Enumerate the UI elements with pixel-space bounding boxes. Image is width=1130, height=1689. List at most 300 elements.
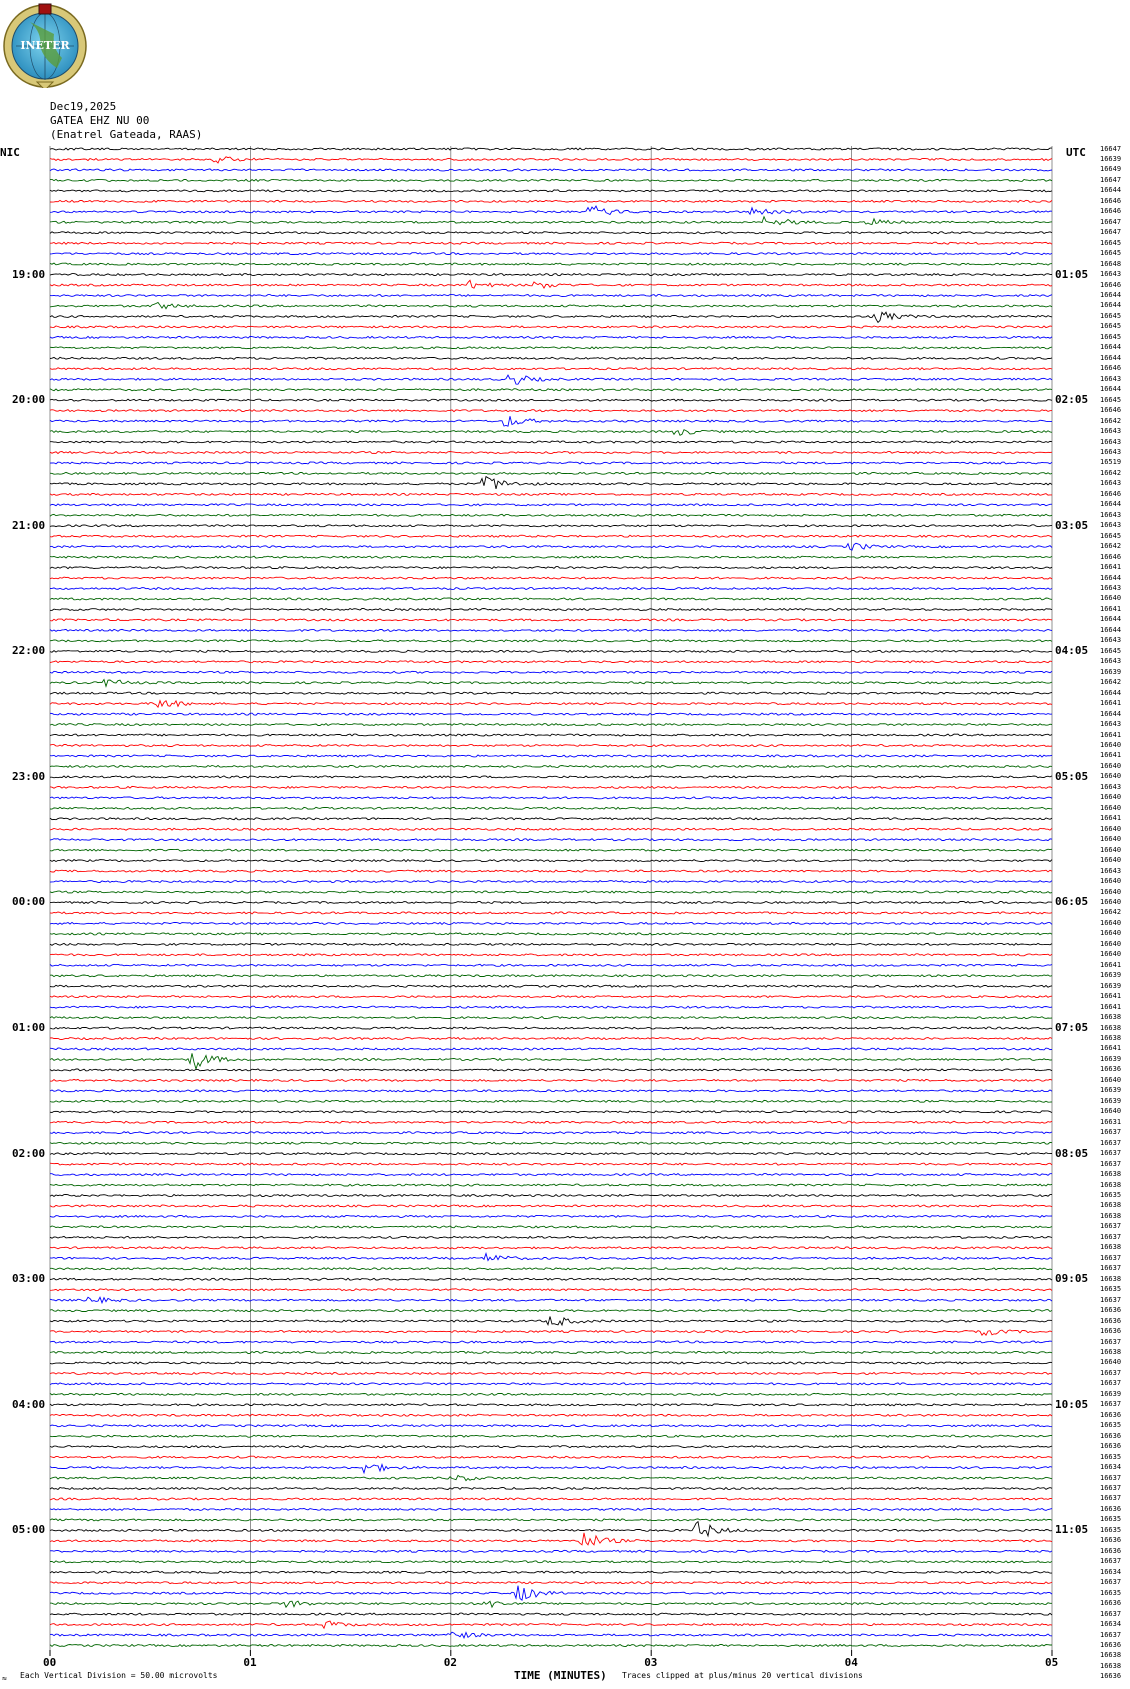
trace-value-label: 16646 [1100,280,1122,289]
seismic-trace [50,881,1052,883]
trace-value-label: 16638 [1100,1661,1122,1670]
trace-value-label: 16643 [1100,479,1122,488]
trace-value-label: 16636 [1100,1327,1122,1336]
seismic-trace [50,295,1052,297]
trace-value-label: 16645 [1100,322,1122,331]
seismic-trace [50,1017,1052,1019]
seismic-trace [50,1330,1052,1335]
seismic-trace [50,1383,1052,1385]
trace-value-label: 16643 [1100,437,1122,446]
seismic-trace [50,828,1052,830]
trace-value-label: 16641 [1100,604,1122,613]
seismic-trace [50,1006,1052,1008]
seismic-trace [50,818,1052,820]
trace-value-label: 16640 [1100,897,1122,906]
trace-value-label: 16636 [1100,1442,1122,1451]
seismic-trace [50,1404,1052,1406]
trace-value-label: 16638 [1100,1170,1122,1179]
seismic-trace [50,389,1052,391]
left-time-label: 22:00 [12,644,46,658]
trace-value-label: 16638 [1100,1651,1122,1660]
right-time-label: 11:05 [1055,1523,1089,1537]
trace-value-label: 16644 [1100,625,1122,634]
right-time-label: 04:05 [1055,644,1089,658]
trace-value-label: 16635 [1100,1452,1122,1461]
left-time-label: 20:00 [12,393,46,407]
trace-value-label: 16641 [1100,814,1122,823]
seismic-trace [50,525,1052,527]
seismic-trace [50,1278,1052,1280]
trace-value-label: 16638 [1100,1180,1122,1189]
trace-value-label: 16640 [1100,929,1122,938]
trace-value-label: 16637 [1100,1128,1122,1137]
seismic-trace [50,849,1052,851]
trace-value-label: 16635 [1100,1515,1122,1524]
trace-value-label: 16644 [1100,343,1122,352]
trace-value-label: 16647 [1100,175,1122,184]
trace-value-label: 16644 [1100,573,1122,582]
seismic-trace [50,416,1052,426]
seismic-trace [50,671,1052,673]
trace-value-label: 16639 [1100,1054,1122,1063]
trace-value-label: 16634 [1100,1567,1122,1576]
trace-value-label: 16636 [1100,1316,1122,1325]
seismic-trace [50,1498,1052,1500]
trace-value-label: 16636 [1100,1504,1122,1513]
trace-value-label: 16643 [1100,720,1122,729]
right-time-label: 05:05 [1055,769,1089,783]
seismic-trace [50,535,1052,537]
seismic-trace [50,964,1052,966]
seismic-trace [50,1254,1052,1261]
trace-value-label: 16643 [1100,866,1122,875]
seismic-trace [50,860,1052,862]
seismic-trace [50,472,1052,474]
seismic-trace [50,776,1052,778]
trace-value-label: 16645 [1100,238,1122,247]
trace-value-label: 16639 [1100,667,1122,676]
seismic-trace [50,1205,1052,1207]
trace-value-label: 16638 [1100,1201,1122,1210]
x-tick-label: 03 [644,1656,658,1669]
trace-value-label: 16643 [1100,521,1122,530]
left-timezone-label: NIC [0,146,20,159]
seismic-trace [50,713,1052,715]
seismic-trace [50,1393,1052,1395]
seismic-trace [50,1561,1052,1563]
seismic-trace [50,493,1052,495]
seismic-trace [50,839,1052,841]
seismic-trace [50,263,1052,265]
trace-value-label: 16634 [1100,1620,1122,1629]
left-time-label: 21:00 [12,518,46,532]
left-time-label: 04:00 [12,1397,46,1411]
x-tick-label: 01 [243,1656,257,1669]
trace-value-label: 16641 [1100,699,1122,708]
trace-value-label: 16647 [1100,217,1122,226]
seismic-trace [50,357,1052,359]
seismic-trace [50,1268,1052,1270]
trace-value-label: 16645 [1100,249,1122,258]
seismic-trace [50,1352,1052,1354]
trace-value-label: 16635 [1100,1525,1122,1534]
seismic-trace [50,1488,1052,1490]
trace-value-label: 16643 [1100,374,1122,383]
trace-value-label: 16641 [1100,563,1122,572]
trace-value-label: 16635 [1100,1285,1122,1294]
seismic-trace [50,368,1052,370]
x-tick-label: 02 [443,1656,458,1669]
seismic-trace [50,1132,1052,1134]
trace-value-label: 16644 [1100,688,1122,697]
trace-value-label: 16636 [1100,1546,1122,1555]
trace-value-label: 16639 [1100,154,1122,163]
seismic-trace [50,1247,1052,1249]
trace-value-label: 16637 [1100,1609,1122,1618]
trace-value-label: 16647 [1100,228,1122,237]
seismic-trace [50,619,1052,621]
trace-value-label: 16640 [1100,845,1122,854]
seismic-trace [50,807,1052,809]
trace-value-label: 16640 [1100,824,1122,833]
trace-value-label: 16641 [1100,751,1122,760]
seismic-trace [50,902,1052,904]
seismic-trace [50,1509,1052,1511]
trace-value-label: 16640 [1100,835,1122,844]
trace-value-label: 16637 [1100,1232,1122,1241]
trace-value-label: 16638 [1100,1034,1122,1043]
seismic-trace [50,661,1052,663]
seismic-trace [50,1586,1052,1601]
trace-value-label: 16648 [1100,259,1122,268]
seismic-trace [50,1174,1052,1176]
seismic-trace [50,1645,1052,1647]
seismic-trace [50,1533,1052,1545]
seismic-trace [50,206,1052,214]
seismic-trace [50,1079,1052,1081]
seismic-trace [50,797,1052,799]
trace-value-label: 16637 [1100,1557,1122,1566]
seismic-trace [50,347,1052,349]
seismic-trace [50,985,1052,987]
trace-value-label: 16645 [1100,395,1122,404]
trace-value-label: 16637 [1100,1295,1122,1304]
trace-value-label: 16640 [1100,939,1122,948]
trace-value-label: 16636 [1100,1306,1122,1315]
left-time-label: 05:00 [12,1523,46,1537]
seismic-trace [50,410,1052,412]
trace-value-label: 16642 [1100,908,1122,917]
scale-note: Each Vertical Division = 50.00 microvolts [20,1671,218,1680]
seismic-trace [50,975,1052,977]
seismic-trace [50,1582,1052,1584]
x-axis-ticks [50,1650,1052,1656]
seismic-trace [50,629,1052,631]
trace-value-label: 16640 [1100,793,1122,802]
seismic-trace [50,1100,1052,1102]
seismic-trace [50,870,1052,872]
seismic-trace [50,190,1052,192]
seismic-trace [50,943,1052,945]
seismic-trace [50,1414,1052,1416]
trace-value-label: 16636 [1100,1410,1122,1419]
x-tick-label: 05 [1045,1656,1059,1669]
seismic-trace [50,1475,1052,1480]
trace-value-label: 16637 [1100,1484,1122,1493]
date-label: Dec19,2025 [50,100,117,113]
trace-value-label: 16645 [1100,311,1122,320]
seismic-trace [50,514,1052,516]
seismic-trace [50,157,1052,163]
seismic-trace [50,724,1052,726]
seismic-trace [50,200,1052,202]
seismic-trace [50,1195,1052,1197]
seismic-trace [50,1048,1052,1050]
seismic-trace [50,598,1052,600]
seismic-trace [50,1550,1052,1552]
trace-value-label: 16636 [1100,1431,1122,1440]
seismic-trace [50,1632,1052,1638]
trace-value-label: 16644 [1100,291,1122,299]
seismic-trace [50,954,1052,956]
trace-value-label: 16645 [1100,646,1122,655]
seismic-trace [50,1571,1052,1573]
trace-value-label: 16638 [1100,1023,1122,1032]
trace-value-label: 16637 [1100,1337,1122,1346]
seismic-trace [50,567,1052,569]
seismic-trace [50,452,1052,454]
trace-value-label: 16637 [1100,1368,1122,1377]
seismic-trace [50,179,1052,181]
seismic-trace [50,441,1052,443]
trace-value-label: 16649 [1100,165,1122,174]
seismic-trace [50,1310,1052,1312]
trace-value-label: 16638 [1100,1274,1122,1283]
seismic-trace [50,312,1052,322]
trace-value-label: 16640 [1100,1107,1122,1116]
seismic-trace [50,1519,1052,1521]
seismic-trace [50,1446,1052,1448]
seismic-trace [50,755,1052,757]
minute-gridlines [50,146,1052,1650]
seismic-trace [50,1601,1052,1607]
trace-value-label: 16636 [1100,1536,1122,1545]
trace-value-label: 16636 [1100,1672,1122,1681]
x-axis-label: TIME (MINUTES) [514,1669,607,1682]
seismic-trace [50,1613,1052,1615]
trace-value-label: 16642 [1100,678,1122,687]
trace-value-label: 16637 [1100,1578,1122,1587]
seismic-trace [50,933,1052,935]
trace-value-label: 16645 [1100,531,1122,540]
right-time-label: 01:05 [1055,267,1089,281]
trace-value-label: 16634 [1100,1463,1122,1472]
seismic-trace [50,1142,1052,1144]
trace-value-label: 16642 [1100,416,1122,425]
trace-value-label: 16640 [1100,594,1122,603]
seismic-trace [50,336,1052,338]
seismic-trace [50,232,1052,234]
seismic-trace [50,1372,1052,1374]
seismic-trace [50,217,1052,225]
right-time-label: 03:05 [1055,518,1089,532]
logo [2,2,88,88]
trace-value-label: 16639 [1100,1086,1122,1095]
left-time-label: 01:00 [12,1021,46,1035]
trace-value-label: 16640 [1100,1358,1122,1367]
seismic-trace [50,745,1052,747]
seismic-trace [50,1226,1052,1228]
trace-value-label: 16643 [1100,270,1122,279]
left-time-label: 02:00 [12,1146,46,1160]
seismic-trace [50,891,1052,893]
seismic-trace [50,1236,1052,1238]
trace-value-label: 16644 [1100,500,1122,509]
trace-value-label: 16643 [1100,510,1122,519]
trace-value-label: 16643 [1100,584,1122,593]
seismic-trace [50,912,1052,914]
seismic-trace [50,1317,1052,1326]
seismic-trace [50,326,1052,328]
left-time-label: 00:00 [12,895,46,909]
trace-value-label: 16636 [1100,1065,1122,1074]
seismic-trace [50,1465,1052,1473]
trace-value-label: 16639 [1100,1389,1122,1398]
trace-value-label: 16642 [1100,468,1122,477]
trace-value-label: 16646 [1100,489,1122,498]
right-timezone-label: UTC [1066,146,1086,159]
seismic-trace [50,1027,1052,1029]
trace-value-label: 16637 [1100,1264,1122,1273]
trace-value-label: 16643 [1100,636,1122,645]
seismic-trace [50,280,1052,288]
trace-value-label: 16639 [1100,981,1122,990]
trace-value-label: 16640 [1100,761,1122,770]
seismic-trace [50,692,1052,694]
right-time-label: 06:05 [1055,895,1089,909]
seismic-trace [50,1435,1052,1437]
trace-value-label: 16646 [1100,552,1122,561]
seismic-trace [50,609,1052,611]
seismic-trace [50,1111,1052,1113]
trace-value-label: 16643 [1100,782,1122,791]
seismic-trace [50,650,1052,652]
seismic-trace [50,1069,1052,1071]
trace-value-label: 16644 [1100,709,1122,718]
trace-value-label: 16643 [1100,657,1122,666]
trace-value-label: 16637 [1100,1253,1122,1262]
trace-value-label: 16646 [1100,364,1122,373]
seismic-trace [50,640,1052,642]
seismic-trace [50,1163,1052,1165]
x-tick-label: 00 [43,1656,57,1669]
seismic-trace [50,1289,1052,1291]
seismic-trace [50,399,1052,401]
trace-value-label: 16640 [1100,803,1122,812]
trace-value-label: 16639 [1100,971,1122,980]
trace-value-label: 16638 [1100,1013,1122,1022]
seismic-trace [50,242,1052,244]
trace-value-label: 16637 [1100,1159,1122,1168]
seismic-trace [50,701,1052,708]
trace-value-label: 16640 [1100,887,1122,896]
seismic-trace [50,1621,1052,1628]
trace-value-label: 16637 [1100,1473,1122,1482]
trace-value-label: 16637 [1100,1138,1122,1147]
trace-value-label: 16640 [1100,772,1122,781]
seismic-trace [50,1153,1052,1155]
seismic-trace [50,477,1052,489]
trace-value-label: 16644 [1100,385,1122,394]
trace-value-label: 16637 [1100,1494,1122,1503]
left-time-label: 23:00 [12,769,46,783]
trace-value-label: 16519 [1100,458,1122,467]
trace-value-label: 16642 [1100,542,1122,551]
seismic-trace [50,274,1052,276]
trace-value-label: 16641 [1100,960,1122,969]
seismic-trace [50,253,1052,255]
trace-value-label: 16635 [1100,1588,1122,1597]
seismic-trace [50,1038,1052,1040]
seismic-traces [50,148,1052,1647]
trace-value-label: 16641 [1100,992,1122,1001]
trace-value-label: 16645 [1100,332,1122,341]
seismic-trace [50,922,1052,924]
seismic-trace [50,504,1052,506]
trace-value-label: 16637 [1100,1222,1122,1231]
trace-value-label: 16643 [1100,447,1122,456]
trace-value-label: 16636 [1100,1640,1122,1649]
trace-value-label: 16640 [1100,741,1122,749]
trace-value-label: 16641 [1100,1044,1122,1053]
trace-value-label: 16631 [1100,1117,1122,1126]
right-time-label: 08:05 [1055,1146,1089,1160]
trace-value-label: 16644 [1100,186,1122,195]
trace-value-label: 16639 [1100,1096,1122,1105]
left-time-label: 03:00 [12,1272,46,1286]
right-time-label: 09:05 [1055,1272,1089,1286]
seismic-trace [50,1425,1052,1427]
right-time-label: 02:05 [1055,393,1089,407]
seismic-trace [50,1184,1052,1186]
footer-marker: ≈ [2,1674,7,1683]
seismic-trace [50,556,1052,558]
seismic-trace [50,588,1052,590]
seismic-trace [50,1362,1052,1364]
trace-value-label: 16640 [1100,918,1122,927]
trace-value-label: 16640 [1100,877,1122,886]
seismic-trace [50,1053,1052,1069]
clip-note: Traces clipped at plus/minus 20 vertical divisions [622,1671,863,1680]
trace-value-label: 16635 [1100,1191,1122,1199]
seismic-trace [50,1456,1052,1458]
station-label: GATEA EHZ NU 00 [50,114,150,127]
trace-value-label: 16638 [1100,1211,1122,1220]
seismic-trace [50,303,1052,309]
trace-value-label: 16637 [1100,1630,1122,1639]
seismic-trace [50,148,1052,150]
seismic-trace [50,577,1052,579]
trace-value-label: 16640 [1100,1075,1122,1084]
logo-text: INETER [20,39,70,52]
seismic-trace [50,1121,1052,1123]
trace-value-label: 16640 [1100,856,1122,865]
trace-value-label: 16647 [1100,144,1122,153]
seismic-trace [50,430,1052,436]
trace-value-label: 16644 [1100,301,1122,310]
trace-value-label: 16644 [1100,615,1122,624]
seismic-trace [50,786,1052,788]
